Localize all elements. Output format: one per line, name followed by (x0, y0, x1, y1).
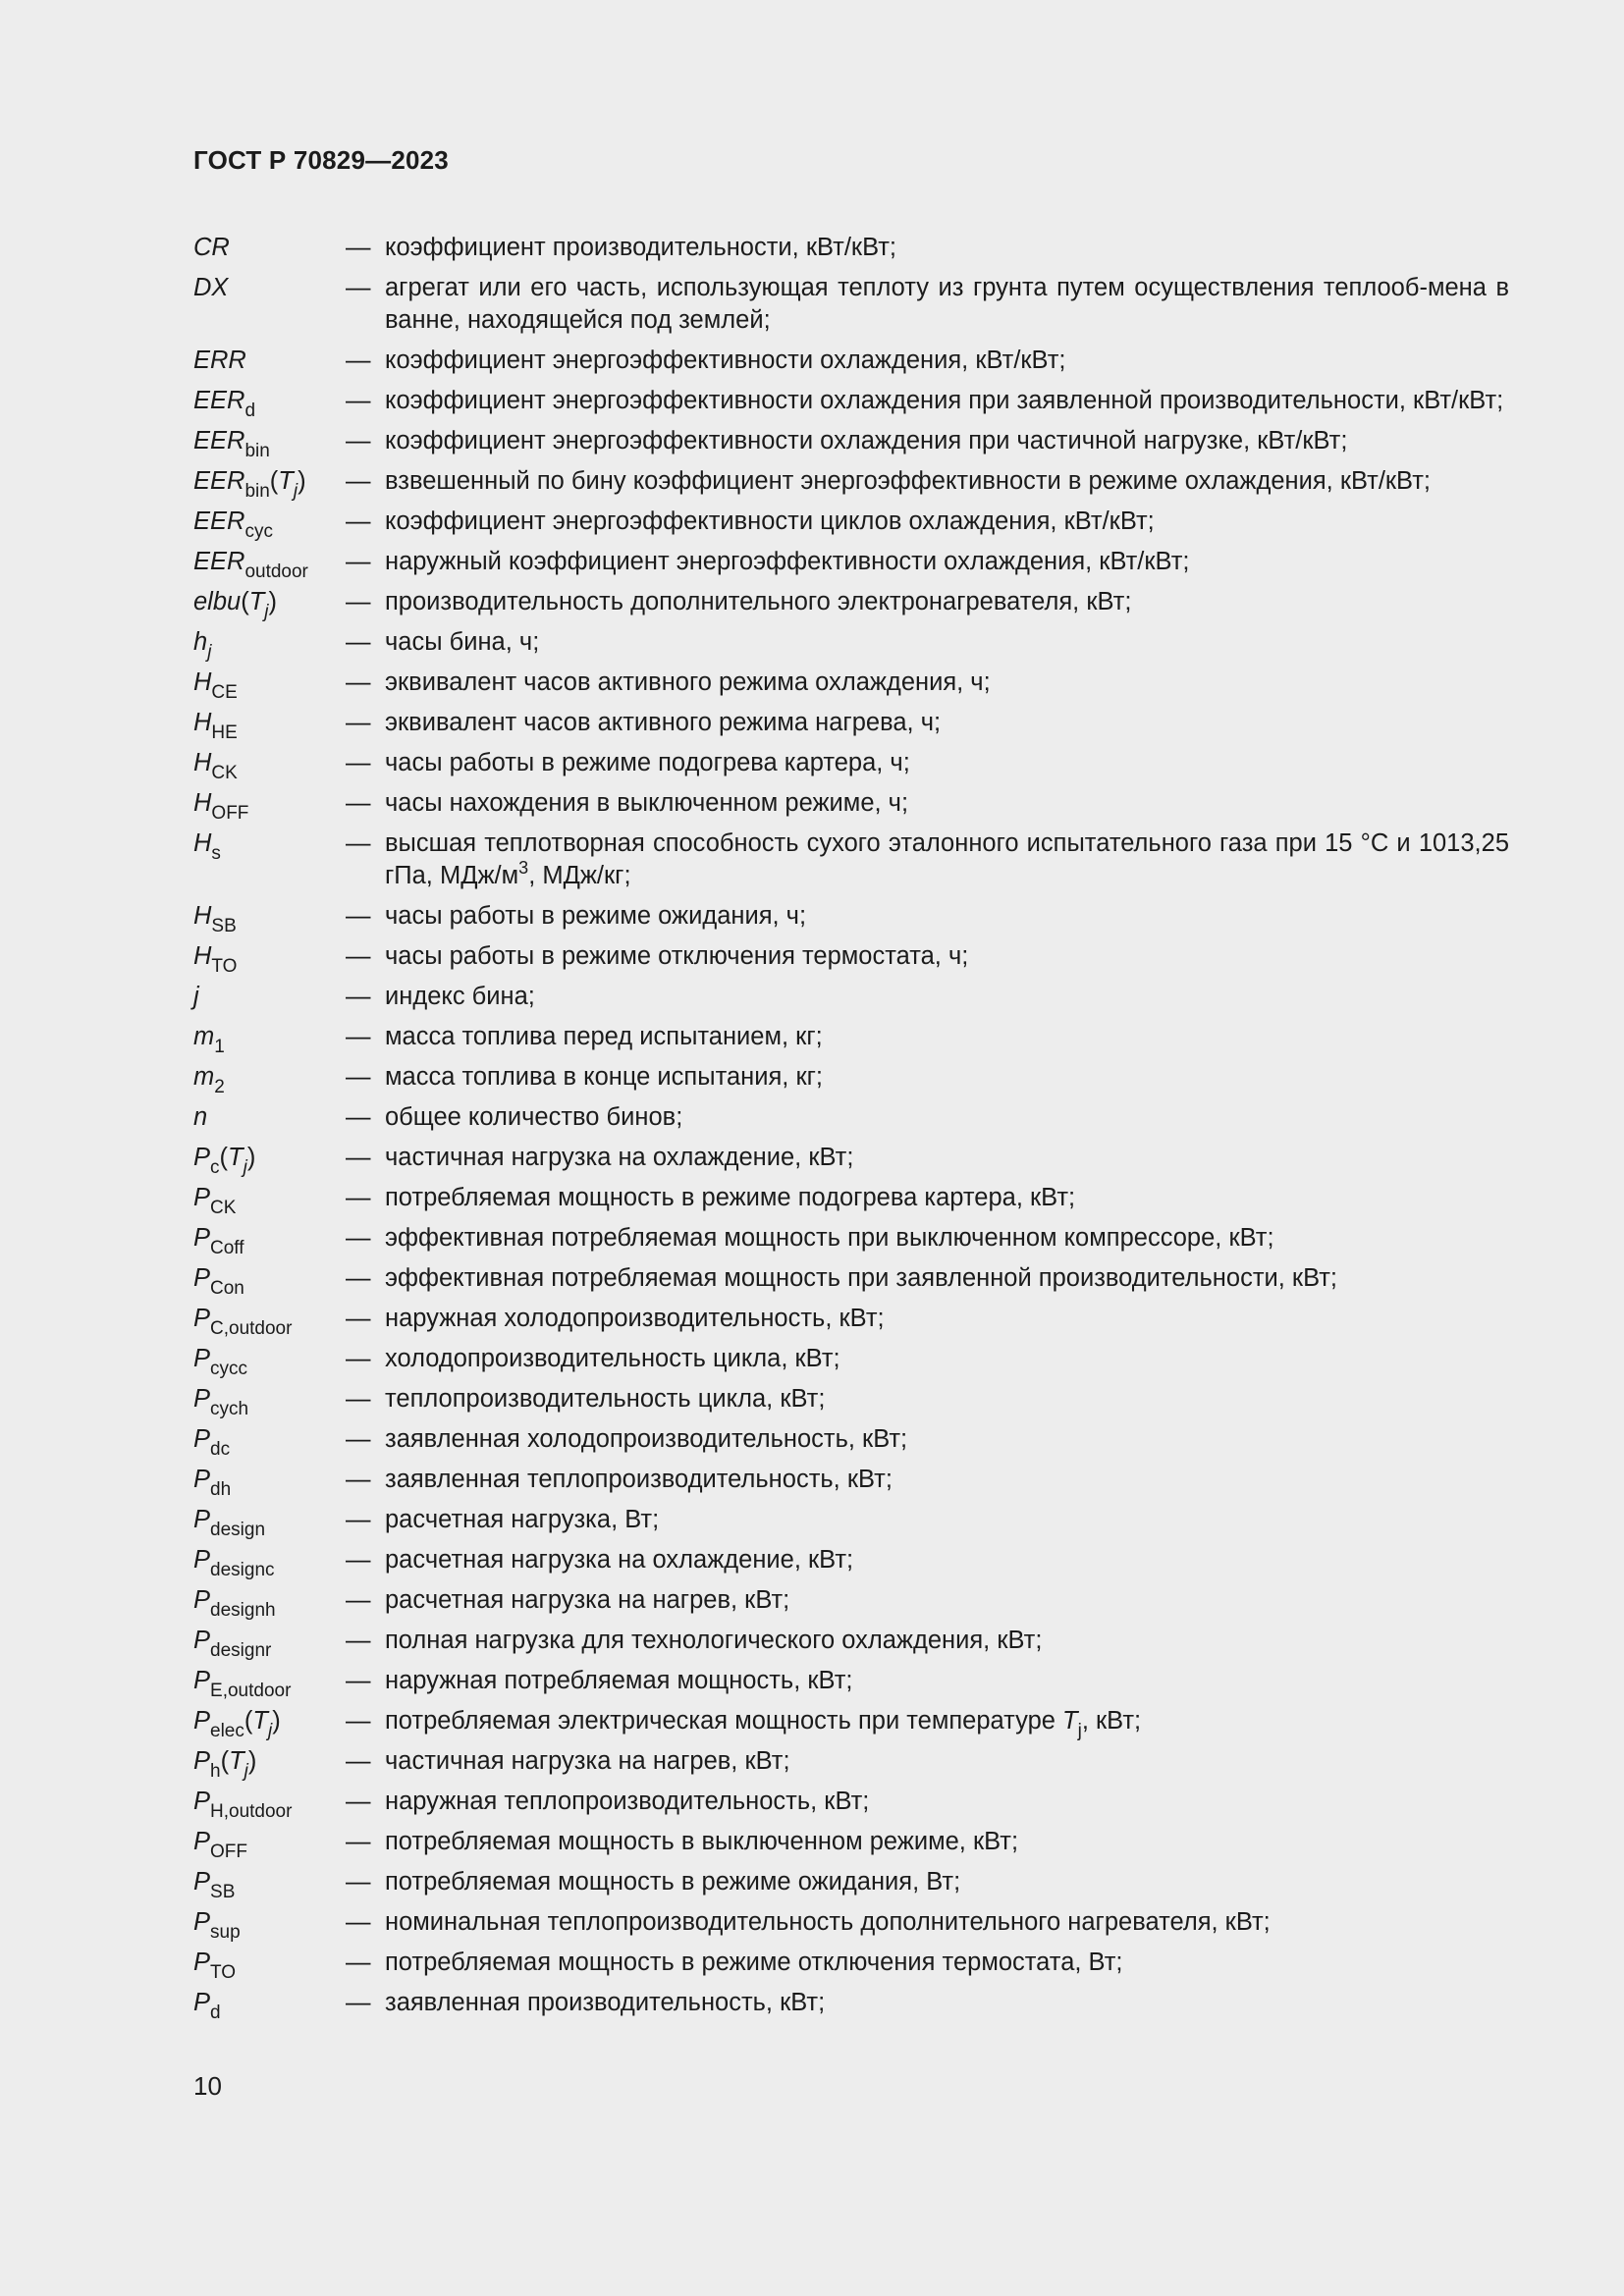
page-number: 10 (193, 2071, 222, 2101)
definition-row (193, 232, 1509, 264)
definition-dash: — (346, 347, 371, 374)
definition-dash: — (346, 789, 371, 817)
definition-symbol (193, 1262, 346, 1299)
definition-text: эквивалент часов активного режима нагрева, ч; (385, 709, 942, 736)
definition-dash: — (346, 427, 371, 454)
definition-text: заявленная холодопроизводительность, кВт; (385, 1425, 908, 1453)
definition-text: индекс бина; (385, 983, 535, 1010)
definition-symbol (193, 506, 346, 542)
definition-text: частичная нагрузка на нагрев, кВт; (385, 1747, 790, 1775)
definition-text: часы работы в режиме отключения термостата, ч; (385, 942, 969, 970)
definition-text: потребляемая электрическая мощность при температуре $T_j$, кВт; (385, 1707, 1142, 1741)
definition-row (193, 667, 1509, 703)
definition-dash: — (346, 1345, 371, 1372)
definition-row (193, 385, 1509, 421)
definition-text: часы работы в режиме ожидания, ч; (385, 902, 807, 930)
symbol-base: h (193, 628, 208, 656)
symbol-base: H (193, 749, 212, 776)
definition-symbol (193, 425, 346, 461)
definition-dash: — (346, 1707, 371, 1735)
symbol-base: P (193, 1828, 211, 1855)
definition-symbol (193, 1906, 346, 1943)
definition-symbol (193, 1504, 346, 1540)
definition-symbol (193, 828, 346, 892)
definition-dash: — (346, 548, 371, 575)
symbol-base: H (193, 709, 212, 736)
definition-text: потребляемая мощность в режиме ожидания, Вт; (385, 1868, 961, 1896)
definition-dash: — (346, 1667, 371, 1694)
symbol-base: P (193, 1546, 211, 1574)
definition-text: заявленная производительность, кВт; (385, 1989, 826, 2016)
definition-text: наружная потребляемая мощность, кВт; (385, 1667, 853, 1694)
definition-dash: — (346, 902, 371, 930)
definition-text: масса топлива в конце испытания, кг; (385, 1063, 823, 1091)
definition-dash: — (346, 234, 371, 261)
definition-text: коэффициент энергоэффективности охлаждения, кВт/кВт; (385, 347, 1066, 374)
definition-row (193, 465, 1509, 502)
symbol-subscript: cycc (210, 1359, 248, 1379)
definition-dash: — (346, 1949, 371, 1976)
definition-symbol (193, 981, 346, 1013)
symbol-subscript: Coff (210, 1238, 244, 1258)
definition-dash: — (346, 628, 371, 656)
definition-text: взвешенный по бину коэффициент энергоэффективности в режиме охлаждения, кВт/кВт; (385, 467, 1431, 495)
symbol-base: H (193, 829, 212, 857)
definition-row (193, 828, 1509, 892)
definition-text: полная нагрузка для технологического охлаждения, кВт; (385, 1627, 1043, 1654)
definition-text: масса топлива перед испытанием, кг; (385, 1023, 823, 1050)
definition-symbol (193, 1182, 346, 1218)
definition-row (193, 1464, 1509, 1500)
definition-row (193, 1061, 1509, 1097)
definition-dash: — (346, 1184, 371, 1211)
definition-dash: — (346, 1063, 371, 1091)
definition-symbol (193, 586, 346, 622)
definition-row (193, 1504, 1509, 1540)
definition-text: коэффициент энергоэффективности циклов охлаждения, кВт/кВт; (385, 507, 1155, 535)
definition-row (193, 1826, 1509, 1862)
symbol-subscript: TO (211, 956, 238, 977)
definition-symbol (193, 1584, 346, 1621)
definition-symbol (193, 1625, 346, 1661)
symbol-subscript: s (211, 843, 221, 864)
symbol-base: ERR (193, 347, 246, 374)
symbol-subscript: HE (211, 722, 238, 743)
symbol-base: P (193, 1788, 211, 1815)
definition-text: номинальная теплопроизводительность дополнительного нагревателя, кВт; (385, 1908, 1271, 1936)
symbol-subscript: j (207, 642, 212, 663)
definition-dash: — (346, 1546, 371, 1574)
definition-row (193, 1665, 1509, 1701)
definition-text: часы нахождения в выключенном режиме, ч; (385, 789, 909, 817)
symbol-base: P (193, 1586, 211, 1614)
definition-text: часы бина, ч; (385, 628, 540, 656)
definition-text: расчетная нагрузка на нагрев, кВт; (385, 1586, 790, 1614)
definition-symbol (193, 1303, 346, 1339)
definition-symbol (193, 1745, 346, 1782)
definition-text: потребляемая мощность в режиме отключения термостата, Вт; (385, 1949, 1123, 1976)
symbol-subscript: SB (210, 1882, 236, 1902)
definition-text: потребляемая мощность в режиме подогрева картера, кВт; (385, 1184, 1076, 1211)
definition-row (193, 1584, 1509, 1621)
symbol-subscript: bin (244, 481, 270, 502)
definition-symbol (193, 787, 346, 824)
symbol-base: P (193, 1425, 211, 1453)
definition-row (193, 506, 1509, 542)
definition-symbol (193, 1343, 346, 1379)
definition-symbol (193, 1705, 346, 1741)
definition-symbol (193, 1786, 346, 1822)
definition-dash: — (346, 983, 371, 1010)
definition-symbol (193, 707, 346, 743)
definition-symbol (193, 385, 346, 421)
symbol-argument: $(T_j)$ (220, 1747, 257, 1782)
definition-dash: — (346, 1305, 371, 1332)
definition-dash: — (346, 274, 371, 301)
symbol-base: P (193, 1868, 211, 1896)
definition-dash: — (346, 1908, 371, 1936)
definition-text: заявленная теплопроизводительность, кВт; (385, 1466, 893, 1493)
definition-row (193, 1101, 1509, 1134)
symbol-base: P (193, 1224, 211, 1252)
definition-text: холодопроизводительность цикла, кВт; (385, 1345, 840, 1372)
definition-row (193, 1987, 1509, 2023)
definition-row (193, 272, 1509, 337)
definition-text: коэффициент энергоэффективности охлаждения при заявленной производительности, кВт/кВт; (385, 387, 1504, 414)
definition-text: расчетная нагрузка, Вт; (385, 1506, 660, 1533)
definition-text: часы работы в режиме подогрева картера, ч; (385, 749, 910, 776)
definition-text: частичная нагрузка на охлаждение, кВт; (385, 1144, 854, 1171)
symbol-base: H (193, 942, 212, 970)
definition-dash: — (346, 1747, 371, 1775)
symbol-subscript: TO (210, 1962, 237, 1983)
symbol-base: P (193, 1667, 211, 1694)
definition-symbol (193, 1464, 346, 1500)
definition-row (193, 546, 1509, 582)
definition-dash: — (346, 387, 371, 414)
symbol-base: EER (193, 507, 245, 535)
definition-row (193, 981, 1509, 1013)
definition-symbol (193, 232, 346, 264)
definition-symbol (193, 465, 346, 502)
definition-dash: — (346, 588, 371, 615)
definition-row (193, 1906, 1509, 1943)
symbol-base: P (193, 1144, 211, 1171)
definition-symbol (193, 747, 346, 783)
definition-row (193, 1786, 1509, 1822)
definition-symbol (193, 1061, 346, 1097)
symbol-subscript: cyc (244, 521, 273, 542)
symbol-base: P (193, 1949, 211, 1976)
symbol-subscript: outdoor (244, 561, 308, 582)
definition-text: потребляемая мощность в выключенном режиме, кВт; (385, 1828, 1019, 1855)
symbol-base: EER (193, 387, 245, 414)
symbol-subscript: d (210, 2002, 221, 2023)
symbol-base: DX (193, 274, 229, 301)
definition-row (193, 1544, 1509, 1580)
definition-text: производительность дополнительного электронагревателя, кВт; (385, 588, 1132, 615)
symbol-base: j (193, 983, 199, 1010)
definition-dash: — (346, 1264, 371, 1292)
definition-symbol (193, 1947, 346, 1983)
definition-dash: — (346, 1828, 371, 1855)
symbol-argument: $(T_j)$ (241, 588, 278, 622)
definition-symbol (193, 1665, 346, 1701)
symbol-subscript: cych (210, 1399, 249, 1419)
symbol-subscript: CE (211, 682, 238, 703)
definition-dash: — (346, 1868, 371, 1896)
definition-dash: — (346, 1627, 371, 1654)
definition-text: агрегат или его часть, использующая теплоту из грунта путем осуществления теплооб-мена в ванне, находящейся под землей; (385, 274, 1509, 334)
symbol-subscript: H,outdoor (210, 1801, 293, 1822)
definition-dash: — (346, 709, 371, 736)
symbol-base: n (193, 1103, 208, 1131)
symbol-base: P (193, 1184, 211, 1211)
definition-dash: — (346, 1586, 371, 1614)
definition-dash: — (346, 829, 371, 857)
definition-row (193, 747, 1509, 783)
document-header: ГОСТ Р 70829—2023 (193, 145, 449, 175)
definition-dash: — (346, 1023, 371, 1050)
symbol-subscript: h (210, 1761, 221, 1782)
symbol-base: P (193, 1345, 211, 1372)
definition-row (193, 1303, 1509, 1339)
definition-row (193, 425, 1509, 461)
definition-dash: — (346, 1103, 371, 1131)
definition-symbol (193, 345, 346, 377)
definition-dash: — (346, 467, 371, 495)
symbol-base: P (193, 1385, 211, 1413)
definition-dash: — (346, 1144, 371, 1171)
definition-row (193, 1383, 1509, 1419)
symbol-subscript: CK (211, 763, 238, 783)
symbol-base: EER (193, 467, 245, 495)
definition-text: наружный коэффициент энергоэффективности охлаждения, кВт/кВт; (385, 548, 1190, 575)
definition-dash: — (346, 507, 371, 535)
definition-text: коэффициент производительности, кВт/кВт; (385, 234, 896, 261)
symbol-subscript: OFF (210, 1842, 248, 1862)
symbol-base: P (193, 1305, 211, 1332)
symbol-base: elbu (193, 588, 242, 615)
definition-symbol (193, 1423, 346, 1460)
definition-row (193, 1142, 1509, 1178)
definition-row (193, 1625, 1509, 1661)
definition-text: наружная холодопроизводительность, кВт; (385, 1305, 885, 1332)
symbol-subscript: 1 (214, 1037, 225, 1057)
symbol-subscript: SB (211, 916, 237, 936)
symbol-base: EER (193, 427, 245, 454)
definition-row (193, 1262, 1509, 1299)
definition-row (193, 1745, 1509, 1782)
definition-symbol (193, 1826, 346, 1862)
symbol-base: EER (193, 548, 245, 575)
definition-text: коэффициент энергоэффективности охлаждения при частичной нагрузке, кВт/кВт; (385, 427, 1348, 454)
definition-row (193, 1182, 1509, 1218)
symbol-base: P (193, 1707, 211, 1735)
definition-text: эквивалент часов активного режима охлаждения, ч; (385, 668, 991, 696)
definition-text: высшая теплотворная способность сухого эталонного испытательного газа при 15 °С и 1013,25 гПа, МДж/$м^3$, МДж/кг; (385, 829, 1509, 889)
symbol-base: H (193, 668, 212, 696)
definition-row (193, 1343, 1509, 1379)
definition-row (193, 940, 1509, 977)
symbol-subscript: d (244, 400, 256, 421)
symbol-argument: $(T_j)$ (269, 467, 306, 502)
definition-dash: — (346, 1989, 371, 2016)
definition-symbol (193, 1866, 346, 1902)
symbol-argument: $(T_j)$ (219, 1144, 256, 1178)
symbol-base: P (193, 1989, 211, 2016)
symbol-base: P (193, 1466, 211, 1493)
symbol-base: H (193, 902, 212, 930)
definition-symbol (193, 1101, 346, 1134)
definition-symbol (193, 1987, 346, 2023)
definition-dash: — (346, 1224, 371, 1252)
symbol-subscript: design (210, 1520, 266, 1540)
symbol-base: m (193, 1023, 215, 1050)
symbol-subscript: C,outdoor (210, 1318, 293, 1339)
definition-text: общее количество бинов; (385, 1103, 683, 1131)
definition-text: наружная теплопроизводительность, кВт; (385, 1788, 870, 1815)
symbol-subscript: sup (210, 1922, 241, 1943)
symbol-subscript: CK (210, 1198, 237, 1218)
symbol-subscript: E,outdoor (210, 1681, 292, 1701)
definition-row (193, 1705, 1509, 1741)
symbol-argument: $(T_j)$ (244, 1707, 281, 1741)
symbol-base: H (193, 789, 212, 817)
symbol-subscript: c (210, 1157, 220, 1178)
definition-row (193, 1021, 1509, 1057)
definition-dash: — (346, 1425, 371, 1453)
symbol-base: P (193, 1506, 211, 1533)
definition-dash: — (346, 942, 371, 970)
symbol-subscript: OFF (211, 803, 249, 824)
symbol-subscript: designh (210, 1600, 276, 1621)
symbol-subscript: elec (210, 1721, 244, 1741)
symbol-base: P (193, 1264, 211, 1292)
definition-row (193, 1866, 1509, 1902)
symbol-subscript: dc (210, 1439, 231, 1460)
symbol-subscript: 2 (214, 1077, 225, 1097)
definitions-list (193, 232, 1509, 2027)
definition-row (193, 586, 1509, 622)
definition-symbol (193, 1383, 346, 1419)
definition-symbol (193, 1544, 346, 1580)
definition-symbol (193, 1222, 346, 1258)
definition-symbol (193, 940, 346, 977)
definition-row (193, 900, 1509, 936)
definition-text: эффективная потребляемая мощность при заявленной производительности, кВт; (385, 1264, 1337, 1292)
symbol-subscript: designc (210, 1560, 275, 1580)
definition-symbol (193, 272, 346, 337)
definition-row (193, 1423, 1509, 1460)
definition-text: эффективная потребляемая мощность при выключенном компрессоре, кВт; (385, 1224, 1274, 1252)
symbol-subscript: designr (210, 1640, 272, 1661)
definition-row (193, 1947, 1509, 1983)
symbol-base: P (193, 1747, 211, 1775)
symbol-subscript: dh (210, 1479, 232, 1500)
definition-symbol (193, 900, 346, 936)
symbol-base: P (193, 1908, 211, 1936)
definition-text: теплопроизводительность цикла, кВт; (385, 1385, 826, 1413)
definition-symbol (193, 1142, 346, 1178)
definition-symbol (193, 546, 346, 582)
definition-dash: — (346, 1506, 371, 1533)
definition-symbol (193, 667, 346, 703)
definition-dash: — (346, 1788, 371, 1815)
definition-symbol (193, 626, 346, 663)
definition-dash: — (346, 1466, 371, 1493)
symbol-subscript: bin (244, 441, 270, 461)
definition-text: расчетная нагрузка на охлаждение, кВт; (385, 1546, 854, 1574)
definition-row (193, 787, 1509, 824)
definition-dash: — (346, 749, 371, 776)
definition-symbol (193, 1021, 346, 1057)
symbol-base: CR (193, 234, 230, 261)
symbol-base: P (193, 1627, 211, 1654)
definition-row (193, 345, 1509, 377)
symbol-base: m (193, 1063, 215, 1091)
definition-row (193, 626, 1509, 663)
definition-dash: — (346, 668, 371, 696)
definition-row (193, 707, 1509, 743)
definition-dash: — (346, 1385, 371, 1413)
definition-row (193, 1222, 1509, 1258)
symbol-subscript: Con (210, 1278, 244, 1299)
